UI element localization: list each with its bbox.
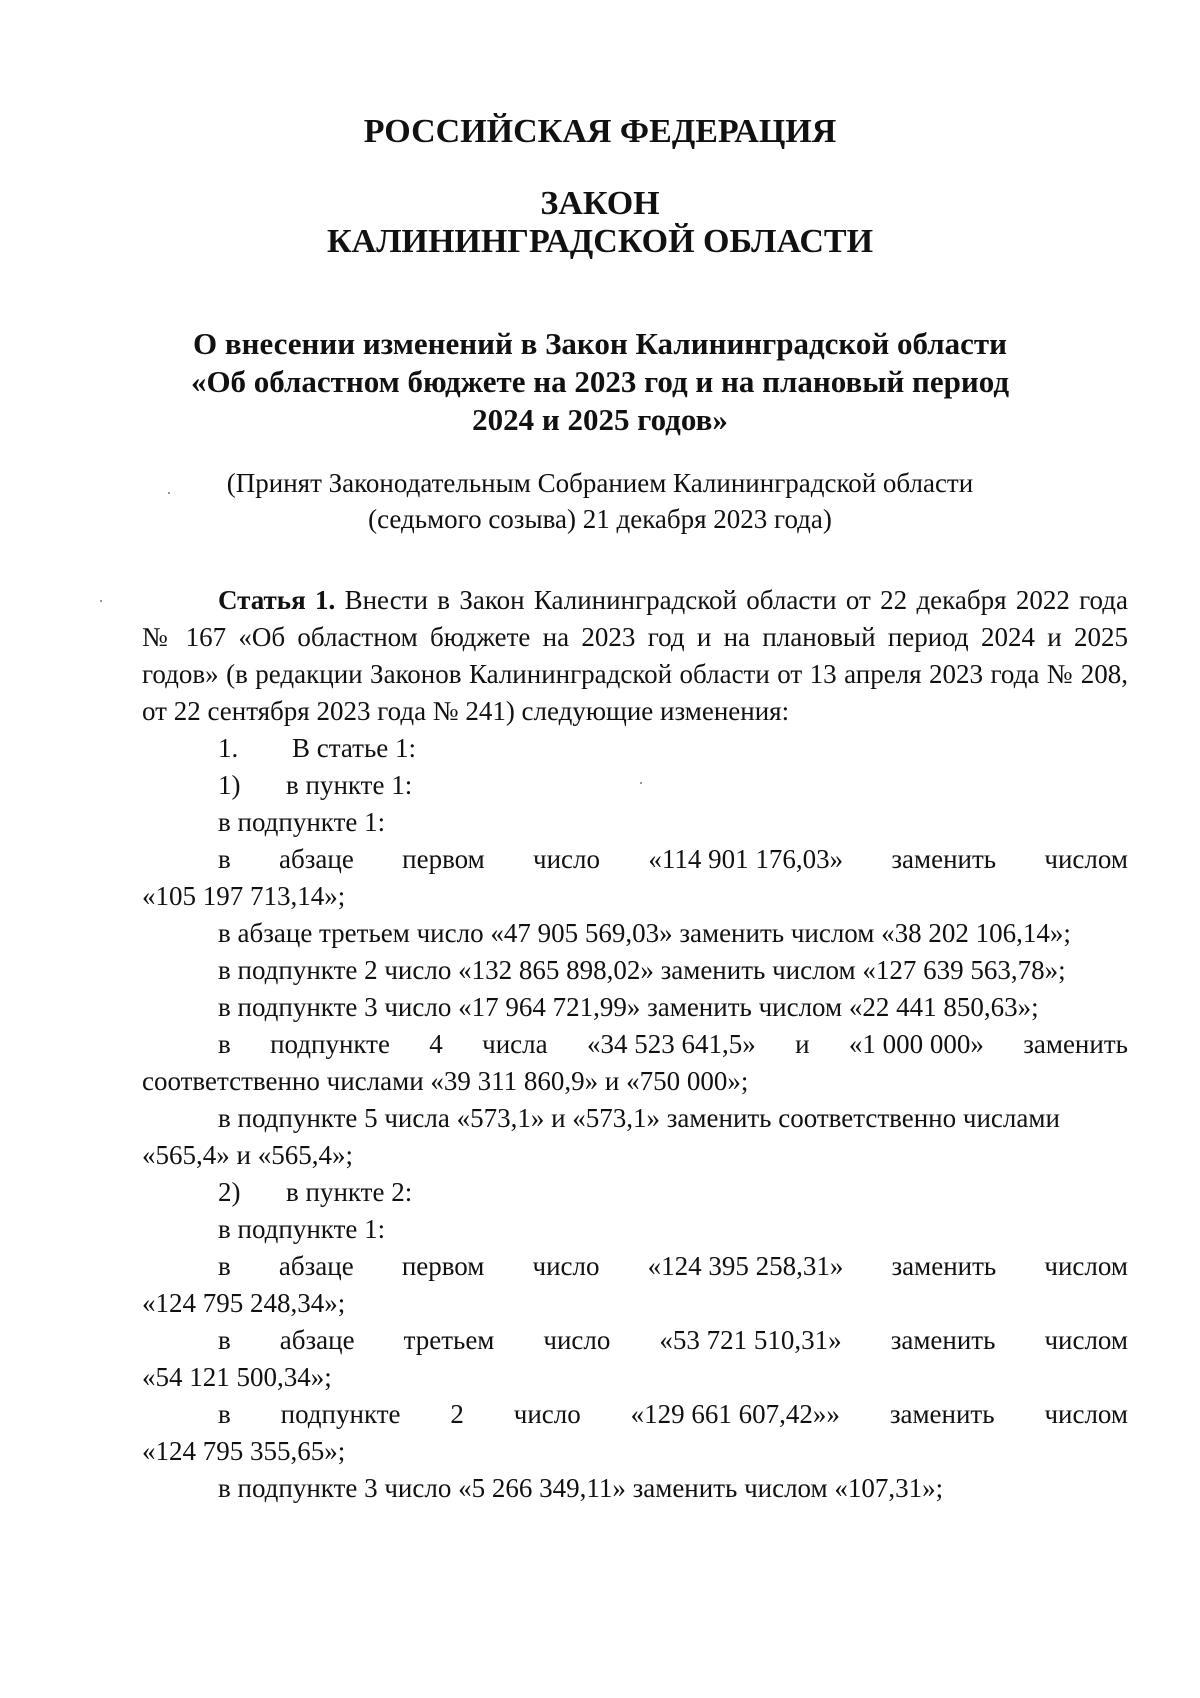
word: «114 901 176,03» bbox=[648, 844, 844, 874]
doc-type-heading: ЗАКОН bbox=[540, 185, 660, 222]
justified-line-p2-sub2 bbox=[218, 1396, 1128, 1433]
point-number: 2) bbox=[218, 1177, 241, 1207]
subpoint-1-heading: в подпункте 1: bbox=[218, 1214, 386, 1244]
word: число bbox=[533, 844, 601, 874]
scan-speck bbox=[640, 782, 642, 784]
continuation-line: «124 795 248,34»; bbox=[142, 1288, 346, 1318]
word: первом bbox=[402, 844, 485, 874]
word: в bbox=[218, 844, 231, 874]
word: 4 bbox=[429, 1029, 443, 1059]
word: числа bbox=[482, 1029, 548, 1059]
word: заменить bbox=[891, 1251, 997, 1281]
abz3-line: в абзаце третьем число «47 905 569,03» заменить числом «38 202 106,14»; bbox=[218, 918, 1071, 948]
point-number: 1) bbox=[218, 770, 241, 800]
word: «1 000 000» bbox=[848, 1029, 984, 1059]
law-title-line-2: «Об областном бюджете на 2023 год и на плановый период bbox=[190, 364, 1010, 399]
word: абзаце bbox=[279, 1325, 355, 1355]
word: числом bbox=[1044, 844, 1128, 874]
article-1-paragraph bbox=[142, 582, 1128, 730]
point-text: в пункте 1: bbox=[286, 770, 413, 800]
word: «53 721 510,31» bbox=[659, 1325, 842, 1355]
word: подпункте bbox=[270, 1029, 390, 1059]
justified-line-abz1 bbox=[218, 841, 1128, 878]
continuation-line: «124 795 355,65»; bbox=[142, 1436, 346, 1466]
law-title-line-3: 2024 и 2025 годов» bbox=[472, 402, 728, 437]
word: и bbox=[795, 1029, 810, 1059]
word: абзаце bbox=[278, 1251, 354, 1281]
word: подпункте bbox=[280, 1399, 401, 1429]
word: число bbox=[543, 1325, 611, 1355]
continuation-line: «54 121 500,34»; bbox=[142, 1362, 332, 1392]
word: число bbox=[513, 1399, 581, 1429]
subpoint-3-line: в подпункте 3 число «5 266 349,11» заменить числом «107,31»; bbox=[218, 1473, 944, 1503]
region-heading: КАЛИНИНГРАДСКОЙ ОБЛАСТИ bbox=[326, 223, 874, 260]
word: числом bbox=[1044, 1251, 1128, 1281]
word: число bbox=[532, 1251, 600, 1281]
continuation-line: «105 197 713,14»; bbox=[142, 881, 346, 911]
word: «124 395 258,31» bbox=[647, 1251, 844, 1281]
adoption-note-line-1: (Принят Законодательным Собранием Калининградской области bbox=[226, 468, 974, 498]
word: «129 661 607,42»» bbox=[630, 1399, 840, 1429]
justified-line-sub4 bbox=[218, 1026, 1128, 1063]
continuation-line: соответственно числами «39 311 860,9» и «750 000»; bbox=[142, 1066, 749, 1096]
subpoint-3-line: в подпункте 3 число «17 964 721,99» заменить числом «22 441 850,63»; bbox=[218, 992, 1039, 1022]
word: в bbox=[218, 1029, 231, 1059]
subpoint-2-line: в подпункте 2 число «132 865 898,02» заменить числом «127 639 563,78»; bbox=[218, 955, 1066, 985]
continuation-line: «565,4» и «565,4»; bbox=[142, 1140, 353, 1170]
word: заменить bbox=[1023, 1029, 1128, 1059]
word: первом bbox=[401, 1251, 485, 1281]
word: в bbox=[218, 1251, 231, 1281]
scan-speck bbox=[100, 600, 102, 602]
item-1 bbox=[218, 730, 416, 767]
article-1-text: Внести в Закон Калининградской области от 22 декабря 2022 года № 167 «Об областном бюджете на 2023 год и на плановый период 2024 и 2025 годов» (в редакции Законов Калининградской области от 13 апреля 2023 года № 208, от 22 сентября 2023 года № 241) следующие изменения: bbox=[142, 585, 1129, 726]
subpoint-1-heading: в подпункте 1: bbox=[218, 807, 386, 837]
justified-line-p2-abz3 bbox=[218, 1322, 1128, 1359]
law-title-line-1: О внесении изменений в Закон Калининградской области bbox=[193, 326, 1007, 361]
subpoint-5-line: в подпункте 5 числа «573,1» и «573,1» заменить соответственно числами bbox=[218, 1103, 1060, 1133]
word: «34 523 641,5» bbox=[586, 1029, 756, 1059]
word: 2 bbox=[450, 1399, 464, 1429]
word: числом bbox=[1044, 1325, 1128, 1355]
word: в bbox=[218, 1325, 231, 1355]
point-text: в пункте 2: bbox=[286, 1177, 413, 1207]
word: третьем bbox=[403, 1325, 495, 1355]
word: абзаце bbox=[279, 844, 354, 874]
article-label: Статья 1. bbox=[218, 585, 336, 615]
point-2 bbox=[218, 1174, 412, 1211]
word: числом bbox=[1044, 1399, 1128, 1429]
word: заменить bbox=[889, 1399, 995, 1429]
justified-line-p2-abz1 bbox=[218, 1248, 1128, 1285]
word: заменить bbox=[890, 1325, 996, 1355]
word: в bbox=[218, 1399, 231, 1429]
adoption-note-line-2: (седьмого созыва) 21 декабря 2023 года) bbox=[368, 504, 832, 534]
point-1 bbox=[218, 767, 412, 804]
country-heading: РОССИЙСКАЯ ФЕДЕРАЦИЯ bbox=[363, 113, 837, 150]
word: заменить bbox=[891, 844, 997, 874]
item-number: 1. bbox=[218, 733, 239, 763]
scan-speck bbox=[168, 492, 170, 494]
item-text: В статье 1: bbox=[292, 733, 417, 763]
